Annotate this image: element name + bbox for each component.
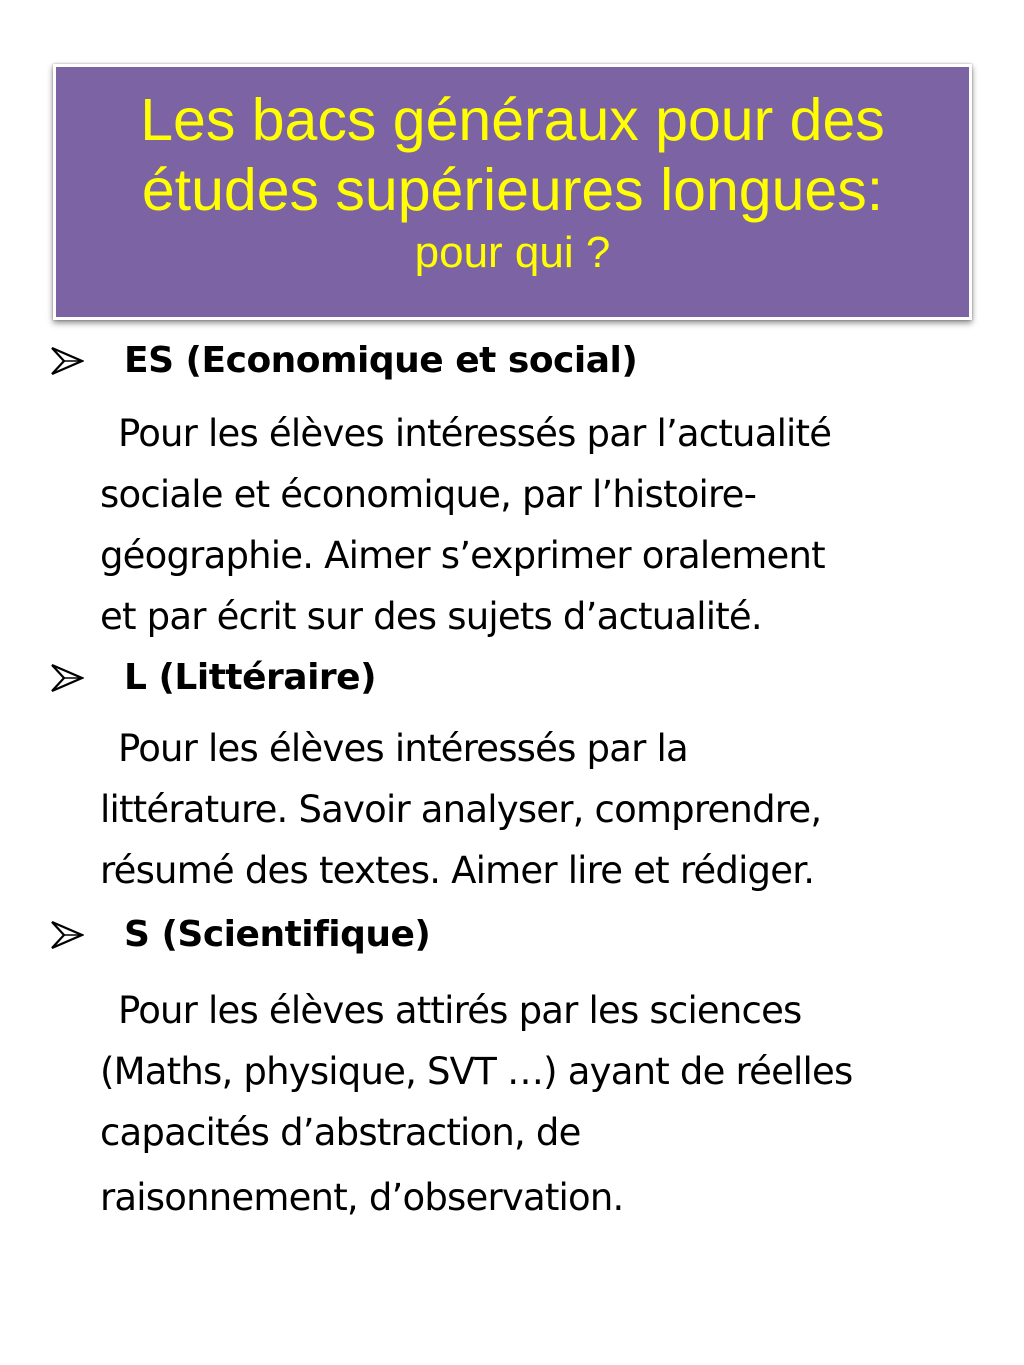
paragraph-line: (Maths, physique, SVT …) ayant de réelles: [100, 1050, 853, 1093]
paragraph-line: Pour les élèves intéressés par la: [118, 727, 688, 770]
paragraph-line: sociale et économique, par l’histoire-: [100, 473, 757, 516]
heading-label: ES (Economique et social): [124, 340, 638, 381]
arrow-bullet-icon: [50, 920, 84, 950]
title-line-2: études supérieures longues:: [141, 157, 884, 223]
title-line-1: Les bacs généraux pour des: [140, 87, 885, 153]
paragraph-line: capacités d’abstraction, de: [100, 1111, 581, 1154]
paragraph-es: [100, 403, 1000, 647]
heading-label: S (Scientifique): [124, 914, 431, 955]
paragraph-line: Pour les élèves attirés par les sciences: [118, 989, 802, 1032]
arrow-bullet-icon: [50, 346, 84, 376]
title-box: [53, 64, 972, 320]
paragraph-line: géographie. Aimer s’exprimer oralement: [100, 534, 825, 577]
paragraph-line: résumé des textes. Aimer lire et rédiger.: [100, 849, 815, 892]
arrow-bullet-icon: [50, 663, 84, 693]
paragraph-line: et par écrit sur des sujets d’actualité.: [100, 595, 762, 638]
title-line-3: pour qui ?: [414, 228, 611, 277]
paragraph-line: littérature. Savoir analyser, comprendre,: [100, 788, 822, 831]
paragraph-line: Pour les élèves intéressés par l’actualité: [118, 412, 832, 455]
paragraph-line: raisonnement, d’observation.: [100, 1176, 624, 1219]
paragraph-l: [100, 718, 1000, 901]
heading-label: L (Littéraire): [124, 657, 377, 698]
paragraph-s: [100, 980, 1000, 1228]
